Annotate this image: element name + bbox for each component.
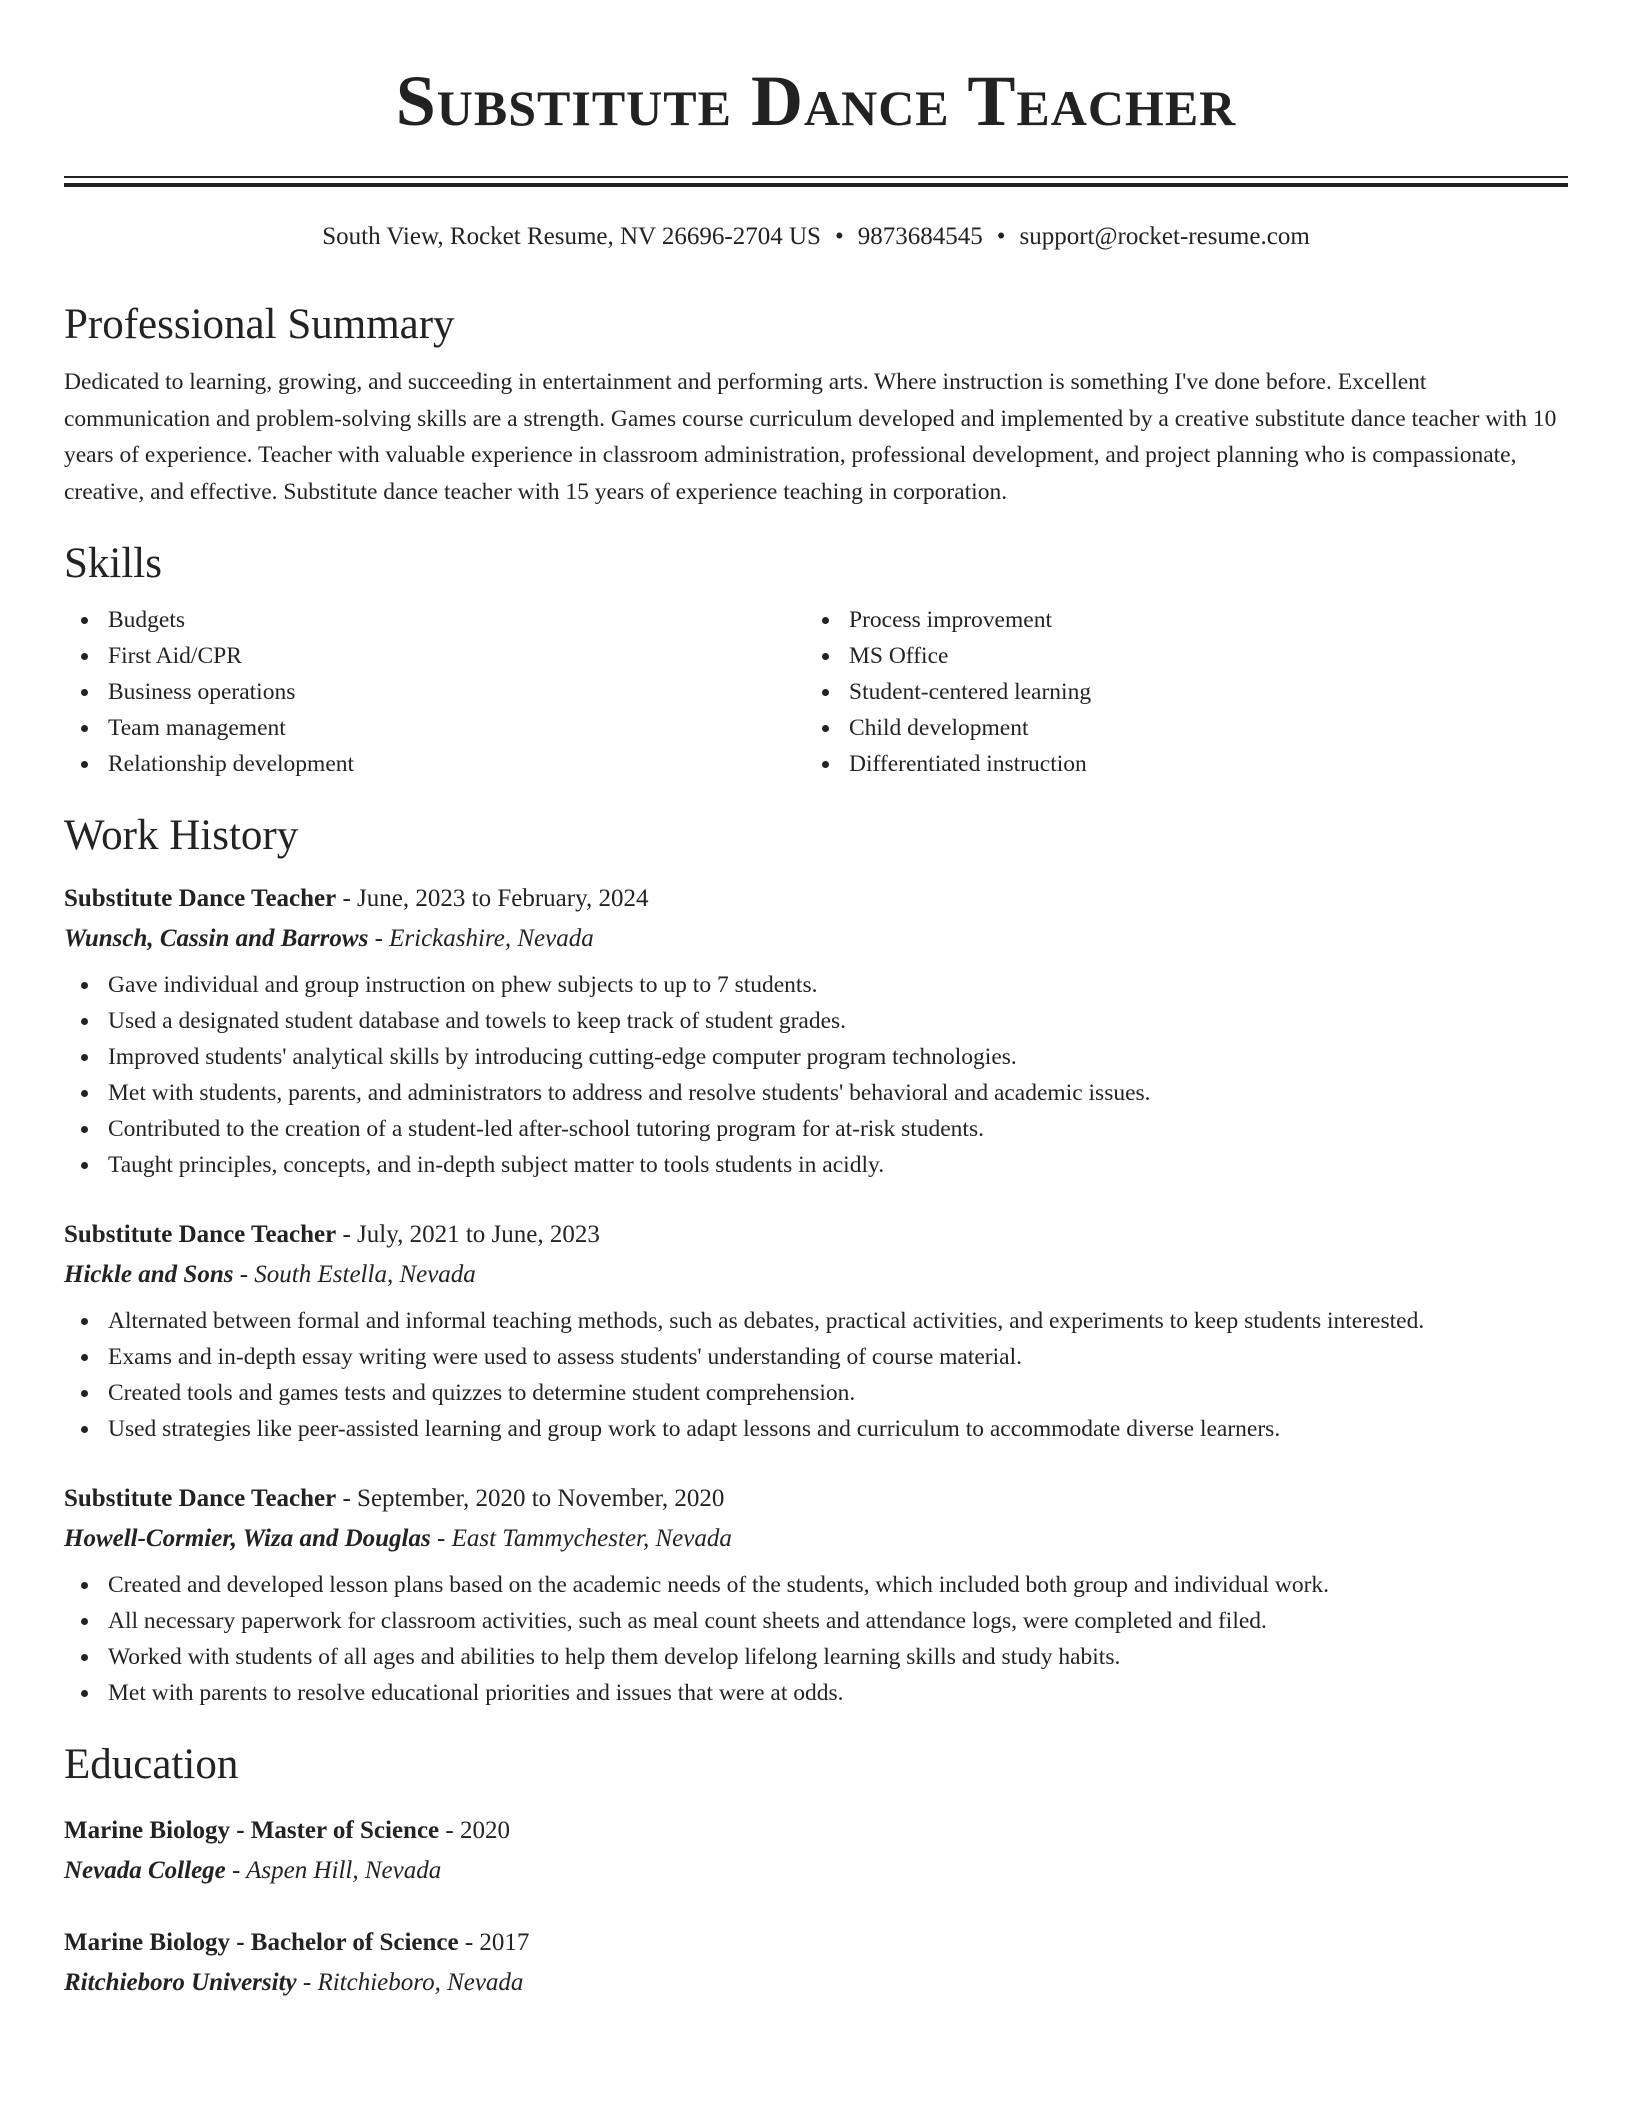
job-company: Wunsch, Cassin and Barrows: [64, 925, 369, 952]
skill-item: Team management: [64, 710, 805, 746]
job-bullet: Used strategies like peer-assisted learning and group work to adapt lessons and curriculum to accommodate diverse learners.: [64, 1411, 1568, 1447]
education-school-line: [64, 1963, 1568, 2003]
skill-item: Budgets: [64, 602, 805, 638]
header-divider-thin: [64, 176, 1568, 178]
job-company-line: [64, 1519, 1568, 1559]
job-bullet: Exams and in-depth essay writing were used to assess students' understanding of course material.: [64, 1339, 1568, 1375]
job-bullets: [64, 967, 1568, 1183]
education-entry: [64, 1811, 1568, 1891]
skills-column-left: [64, 602, 805, 782]
skills-column-right: [805, 602, 1546, 782]
job-bullet: Created and developed lesson plans based on the academic needs of the students, which included both group and individual work.: [64, 1567, 1568, 1603]
skills-heading: Skills: [64, 540, 162, 587]
skill-item: First Aid/CPR: [64, 638, 805, 674]
education-heading: Education: [64, 1741, 239, 1788]
education-school-line: [64, 1851, 1568, 1891]
job-dates: - July, 2021 to June, 2023: [342, 1221, 600, 1248]
contact-phone[interactable]: 9873684545: [857, 223, 983, 250]
job-company: Howell-Cormier, Wiza and Douglas: [64, 1525, 431, 1552]
education-degree: Marine Biology - Master of Science: [64, 1817, 440, 1844]
job-bullet: Met with parents to resolve educational priorities and issues that were at odds.: [64, 1675, 1568, 1711]
job-location: - South Estella, Nevada: [239, 1261, 476, 1288]
education-degree: Marine Biology - Bachelor of Science: [64, 1929, 459, 1956]
skill-item: Student-centered learning: [805, 674, 1546, 710]
job-bullets: [64, 1303, 1568, 1447]
skill-item: Process improvement: [805, 602, 1546, 638]
job-company-line: [64, 919, 1568, 959]
job-title: Substitute Dance Teacher: [64, 885, 337, 912]
education-year: - 2020: [445, 1817, 510, 1844]
skill-item: Relationship development: [64, 746, 805, 782]
education-location: - Ritchieboro, Nevada: [302, 1969, 524, 1996]
header-divider-thick: [64, 183, 1568, 187]
skills-list: [64, 602, 1568, 782]
skill-item: Business operations: [64, 674, 805, 710]
job-bullet: Alternated between formal and informal teaching methods, such as debates, practical activities, and experiments to keep students interested.: [64, 1303, 1568, 1339]
job-title: Substitute Dance Teacher: [64, 1485, 337, 1512]
job-entry: [64, 1479, 1568, 1711]
job-bullets: [64, 1567, 1568, 1711]
job-bullet: Gave individual and group instruction on phew subjects to up to 7 students.: [64, 967, 1568, 1003]
job-entry: [64, 1215, 1568, 1447]
job-title-line: [64, 879, 1568, 919]
job-bullet: All necessary paperwork for classroom activities, such as meal count sheets and attendance logs, were completed and filed.: [64, 1603, 1568, 1639]
candidate-name: Substitute Dance Teacher: [395, 61, 1237, 141]
job-bullet: Improved students' analytical skills by introducing cutting-edge computer program technologies.: [64, 1039, 1568, 1075]
skill-item: Differentiated instruction: [805, 746, 1546, 782]
skill-item: MS Office: [805, 638, 1546, 674]
job-dates: - September, 2020 to November, 2020: [342, 1485, 725, 1512]
job-location: - Erickashire, Nevada: [374, 925, 594, 952]
summary-text: Dedicated to learning, growing, and succeeding in entertainment and performing arts. Where instruction is something I've done before. Excellent communication and problem-solving skills are a strength. Games course curriculum developed and implemented by a creative substitute dance teacher with 10 years of experience. Teacher with valuable experience in classroom administration, professional development, and project planning who is compassionate, creative, and effective. Substitute dance teacher with 15 years of experience teaching in corporation.: [64, 369, 1557, 505]
job-title-line: [64, 1215, 1568, 1255]
contact-line: [64, 221, 1568, 253]
job-bullet: Contributed to the creation of a student-led after-school tutoring program for at-risk students.: [64, 1111, 1568, 1147]
job-entry: [64, 879, 1568, 1183]
job-bullet: Used a designated student database and towels to keep track of student grades.: [64, 1003, 1568, 1039]
education-degree-line: [64, 1923, 1568, 1963]
contact-separator: •: [996, 223, 1006, 250]
job-location: - East Tammychester, Nevada: [437, 1525, 732, 1552]
job-company-line: [64, 1255, 1568, 1295]
education-entry: [64, 1923, 1568, 2003]
job-title: Substitute Dance Teacher: [64, 1221, 337, 1248]
education-school: Ritchieboro University: [64, 1969, 297, 1996]
job-company: Hickle and Sons: [64, 1261, 234, 1288]
education-school: Nevada College: [64, 1857, 226, 1884]
skill-item: Child development: [805, 710, 1546, 746]
contact-address: South View, Rocket Resume, NV 26696-2704 US: [322, 223, 821, 250]
contact-separator: •: [834, 223, 844, 250]
job-title-line: [64, 1479, 1568, 1519]
job-bullet: Taught principles, concepts, and in-depth subject matter to tools students in acidly.: [64, 1147, 1568, 1183]
contact-email[interactable]: support@rocket-resume.com: [1019, 223, 1310, 250]
job-bullet: Created tools and games tests and quizzes to determine student comprehension.: [64, 1375, 1568, 1411]
education-location: - Aspen Hill, Nevada: [232, 1857, 442, 1884]
job-bullet: Worked with students of all ages and abilities to help them develop lifelong learning skills and study habits.: [64, 1639, 1568, 1675]
job-dates: - June, 2023 to February, 2024: [342, 885, 649, 912]
education-degree-line: [64, 1811, 1568, 1851]
summary-heading: Professional Summary: [64, 301, 455, 348]
work-history-heading: Work History: [64, 812, 299, 859]
education-year: - 2017: [464, 1929, 530, 1956]
job-bullet: Met with students, parents, and administrators to address and resolve students' behavioral and academic issues.: [64, 1075, 1568, 1111]
